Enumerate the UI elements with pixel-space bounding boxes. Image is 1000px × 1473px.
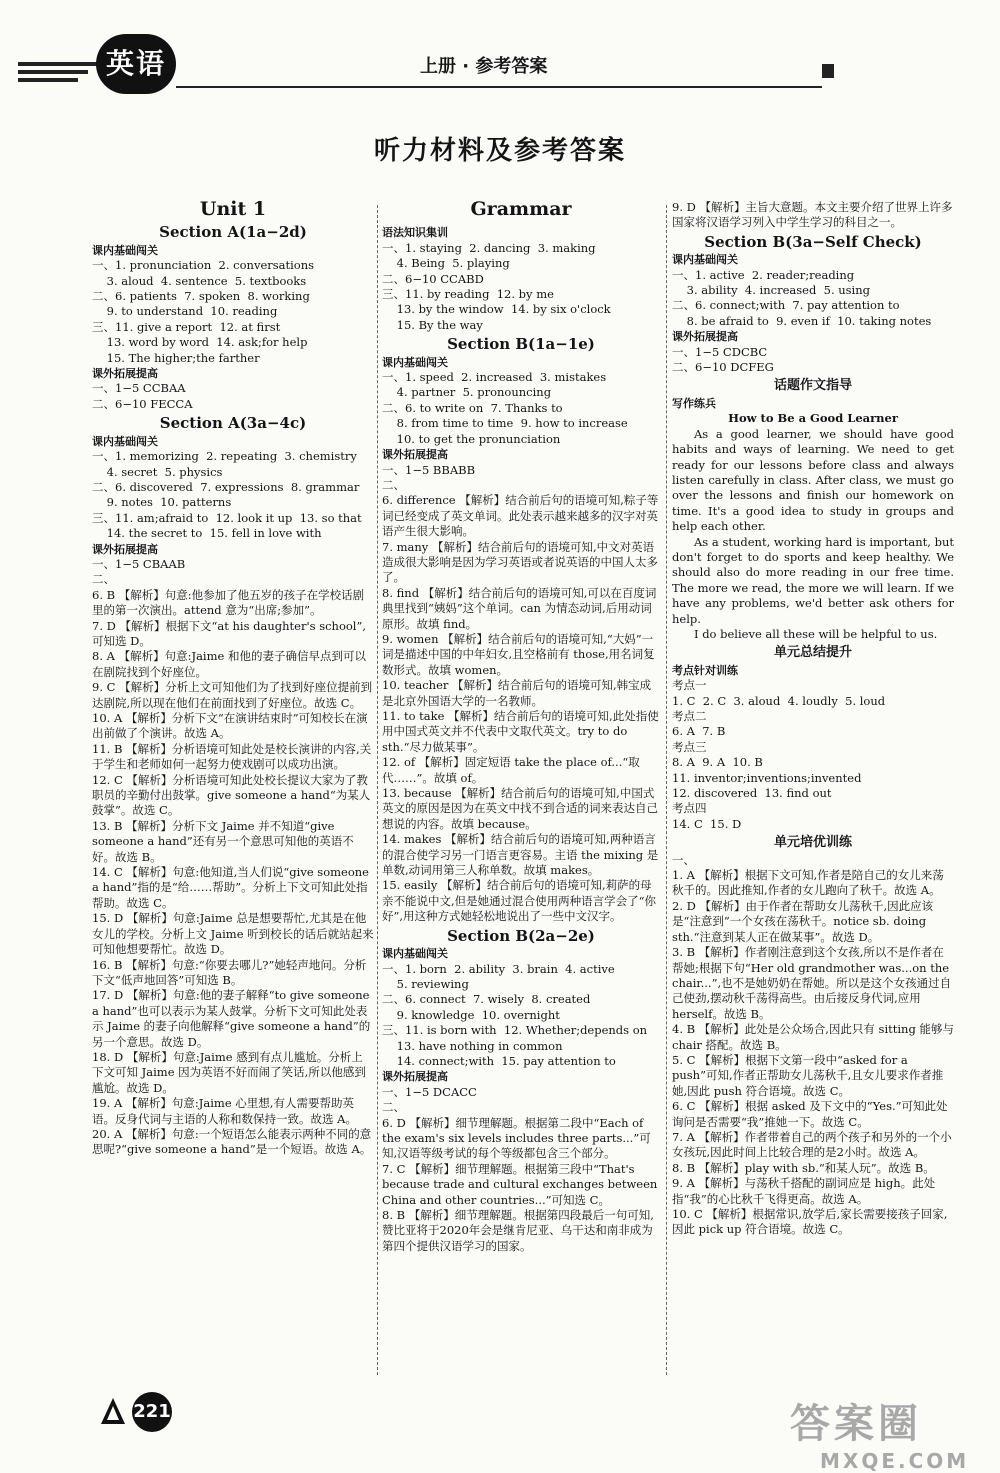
answer-line: 10. teacher 【解析】结合前后句的语境可知,韩宝成是北京外国语大学的一名教师。: [382, 678, 652, 708]
watermark-url: MXQE.COM: [820, 1449, 970, 1473]
answer-line: 15. By the way: [382, 317, 483, 332]
unit-heading: Grammar: [470, 198, 572, 220]
topic-heading: 单元总结提升: [773, 645, 852, 661]
exercise-label: 课内基础闯关: [382, 355, 448, 369]
answer-line: 13. by the window 14. by six o'clock: [382, 302, 611, 317]
exercise-label: 语法知识集训: [382, 226, 448, 240]
answer-line: 1. A 【解析】根据下文可知,作者是陪自己的女儿来荡秋千的。因此推知,作者的女儿跑向了秋千。故选 A。: [672, 868, 944, 898]
section-heading: Section B(3a−Self Check): [704, 232, 922, 251]
answer-line: 15. The higher;the farther: [92, 350, 260, 365]
exercise-label: 课外拓展提高: [672, 330, 738, 344]
answer-line: 20. A 【解析】句意:一个短语怎么能表示两种不同的意思呢?“give someone a hand”是一个短语。故选 A。: [92, 1126, 372, 1157]
essay-title: How to Be a Good Learner: [728, 411, 898, 426]
answer-line: 7. many 【解析】结合前后句的语境可知,中文对英语造成很大影响是因为学习英语或者说英语的中国人太多了。: [382, 539, 658, 585]
answer-line: 二、6. patients 7. spoken 8. working: [92, 289, 310, 304]
answer-line: 二、6. connect;with 7. pay attention to: [672, 298, 900, 313]
page-number: 221: [132, 1392, 172, 1432]
answer-line: 8. B 【解析】play with sb.“和某人玩”。故选 B。: [672, 1160, 935, 1175]
answer-line: 14. makes 【解析】结合前后句的语境可知,两种语言的混合使学习另一门语言更容易。主语 the mixing 是单数,动词用第三人称单数。故填 makes。: [382, 832, 659, 878]
answer-line: 4. partner 5. pronouncing: [382, 385, 552, 400]
answer-line: 3. ability 4. increased 5. using: [672, 283, 871, 298]
page-title: 听力材料及参考答案: [373, 136, 626, 166]
answer-line: 8. from time to time 9. how to increase: [382, 416, 628, 431]
answer-line: 8. A 【解析】句意:Jaime 和他的妻子确信早点到可以在剧院找到个好座位。: [92, 649, 366, 679]
section-heading: Section A(3a−4c): [159, 414, 307, 433]
answer-line: 14. C 15. D: [672, 816, 742, 831]
answer-line: 9. notes 10. patterns: [92, 495, 232, 510]
answer-line: 一、1−5 CDCBC: [672, 344, 768, 359]
answer-line: 14. connect;with 15. pay attention to: [382, 1053, 616, 1068]
answer-line: 5. C 【解析】根据下文第一段中“asked for a push”可知,作者正帮助女儿荡秋千,且女儿要求作者推她,因此 push 符合语境。故选 C。: [672, 1052, 944, 1098]
answer-line: 三、11. am;afraid to 12. look it up 13. so that: [92, 510, 362, 525]
answer-line: 一、1−5 BBABB: [382, 462, 476, 477]
answer-line: 一、1−5 CBAAB: [92, 556, 186, 571]
answer-line: 一、1. speed 2. increased 3. mistakes: [382, 370, 607, 385]
exercise-label: 课内基础闯关: [92, 434, 158, 448]
topic-heading: 话题作文指导: [773, 378, 852, 394]
answer-line: 9. D 【解析】主旨大意题。本文主要介绍了世界上许多国家将汉语学习列入中学生学习的科目之一。: [672, 200, 953, 230]
answer-line: 15. D 【解析】句意:Jaime 总是想要帮忙,尤其是在他女儿的学校。分析上文 Jaime 听到校长的话后就站起来可知他想要帮忙。故选 D。: [92, 911, 374, 957]
answer-line: 13. word by word 14. ask;for help: [92, 335, 308, 350]
answer-line: 7. D 【解析】根据下文“at his daughter's school”,可知选 D。: [92, 618, 366, 648]
answer-line: 6. C 【解析】根据 asked 及下文中的“Yes.”可知此处询问是否需要“我”推她一下。故选 C。: [672, 1099, 948, 1129]
subject-logo: 英语: [96, 34, 176, 94]
column-divider-1: [377, 205, 378, 1375]
answer-line: 14. C 【解析】句意:他知道,当人们说“give someone a hand”指的是“给……帮助”。分析上下文可知此处指帮助。故选 C。: [92, 865, 373, 910]
answer-column-3: [672, 200, 958, 1238]
topic-heading: 单元培优训练: [773, 835, 852, 851]
answer-line: 三、11. is born with 12. Whether;depends on: [382, 1023, 648, 1038]
answer-line: 9. A 【解析】与荡秋千搭配的副词应是 high。此处指“我”的心比秋千飞得更高。故选 A。: [672, 1176, 936, 1206]
answer-line: 10. to get the pronunciation: [382, 431, 561, 446]
answer-line: 二、6−10 DCFEG: [672, 360, 774, 375]
answer-line: 4. B 【解析】此处是公众场合,因此只有 sitting 能够与 chair 搭配。故选 B。: [672, 1022, 958, 1052]
header-decoration-bars: [18, 62, 98, 86]
answer-line: 12. discovered 13. find out: [672, 786, 832, 801]
answer-line: 2. D 【解析】由于作者在帮助女儿荡秋千,因此应该是“注意到”一个女孩在荡秋千。notice sb. doing sth.“注意到某人正在做某事”。故选 D。: [672, 898, 934, 944]
answer-line: 3. B 【解析】作者刚注意到这个女孩,所以不是作者在帮她;根据下句“Her old grandmother was...on the chair...”,也不是她奶奶在帮她。所以是这个女孩通过自己使劲,摆动秋千荡得高些。由后接反身代词,应用 herself。故选 B。: [672, 945, 953, 1021]
header-rule: [176, 86, 822, 88]
unit-heading: Unit 1: [199, 198, 267, 220]
answer-line: 考点四: [672, 801, 707, 816]
answer-line: 4. Being 5. playing: [382, 256, 510, 271]
answer-line: 考点二: [672, 709, 707, 723]
answer-line: 8. B 【解析】细节理解题。根据第四段最后一句可知,赞比亚将于2020年会是继肯尼亚、乌干达和南非成为第四个提供汉语学习的国家。: [382, 1208, 654, 1253]
answer-line: 18. D 【解析】句意:Jaime 感到有点儿尴尬。分析上下文可知 Jaime 因为英语不好而闹了笑话,所以他感到尴尬。故选 D。: [92, 1049, 366, 1095]
answer-line: 一、1. pronunciation 2. conversations: [92, 258, 315, 273]
answer-line: 二、: [92, 572, 115, 587]
answer-line: 13. have nothing in common: [382, 1038, 563, 1053]
exercise-label: 课内基础闯关: [672, 253, 738, 267]
answer-line: 19. A 【解析】句意:Jaime 心里想,有人需要帮助英语。反身代词与主语的人称和数保持一致。故选 A。: [92, 1096, 357, 1126]
answer-column-2: [382, 200, 660, 1254]
exercise-label: 课外拓展提高: [382, 448, 448, 462]
answer-line: 17. D 【解析】句意:他的妻子解释“to give someone a hand”也可以表示为某人鼓掌。分析下文可知此处表示 Jaime 的妻子向他解释“give someone a hand”的另一个意思。故选 D。: [92, 988, 374, 1049]
answer-line: 9. knowledge 10. overnight: [382, 1007, 560, 1022]
answer-line: 二、6−10 CCABD: [382, 271, 484, 286]
answer-line: 二、: [382, 477, 405, 492]
answer-line: 7. C 【解析】细节理解题。根据第三段中“That's because trade and cultural exchanges between China and other countries...”可知选 C。: [382, 1161, 661, 1207]
answer-line: 二、6−10 FECCA: [92, 396, 193, 411]
exercise-label: 课外拓展提高: [382, 1070, 448, 1084]
essay-paragraph: As a student, working hard is important, but don't forget to do sports and keep healthy. We should also do more reading in our free time. The more we read, the more we will learn. If we have any problems, we'd better ask others for help.: [672, 534, 954, 626]
watermark-logo-text: 答案圈: [790, 1401, 922, 1447]
section-heading: Section A(1a−2d): [159, 223, 307, 242]
answer-line: 6. A 7. B: [672, 724, 726, 739]
answer-line: 14. the secret to 15. fell in love with: [92, 526, 322, 541]
answer-line: 10. C 【解析】根据常识,放学后,家长需要接孩子回家,因此 pick up 符合语境。故选 C。: [672, 1207, 948, 1237]
answer-line: 8. find 【解析】结合前后句的语境可知,可以在百度词典里找到“姨妈”这个单词。can 为情态动词,后用动词原形。故填 find。: [382, 585, 657, 631]
header-square-mark: [822, 64, 834, 78]
answer-line: 二、6. to write on 7. Thanks to: [382, 400, 563, 415]
answer-line: 16. B 【解析】句意:“你要去哪儿?”她轻声地问。分析下文“低声地回答”可知选 B。: [92, 957, 367, 987]
answer-line: 15. easily 【解析】结合前后句的语境可知,莉萨的母亲不能说中文,但是她通过混合使用两种语言学会了“你好”,用这种方式她轻松地说出了一些中文汉字。: [382, 878, 657, 924]
exercise-label: 课外拓展提高: [92, 367, 158, 381]
answer-line: 二、6. connect 7. wisely 8. created: [382, 992, 591, 1007]
answer-line: 6. B 【解析】句意:他参加了他五岁的孩子在学校话剧里的第一次演出。attend 意为“出席;参加”。: [92, 587, 365, 618]
answer-column-1: [92, 200, 374, 1158]
answer-line: 11. inventor;inventions;invented: [672, 770, 862, 785]
answer-line: 13. because 【解析】结合前后句的语境可知,中国式英文的原因是因为在英文中找不到合适的词来表达自己想说的内容。故填 because。: [382, 786, 658, 831]
answer-line: 8. A 9. A 10. B: [672, 755, 763, 770]
exercise-label: 写作练兵: [672, 396, 716, 410]
answer-line: 8. be afraid to 9. even if 10. taking notes: [672, 313, 932, 328]
answer-line: 6. D 【解析】细节理解题。根据第二段中“Each of the exam's six levels includes three parts...”可知,汉语等级考试的每个等级都包含三个部分。: [382, 1115, 651, 1161]
column-divider-2: [666, 205, 667, 1375]
answer-line: 9. women 【解析】结合前后句的语境可知,“大妈”一词是描述中国的中年妇女,且空格前有 those,用名词复数形式。故填 women。: [382, 631, 655, 677]
answer-line: 11. to take 【解析】结合前后句的语境可知,此处指使用中国式英文并不代表中文取代英文。try to do sth.“尽力做某事”。: [382, 709, 659, 754]
answer-line: 一、1−5 CCBAA: [92, 381, 186, 396]
answer-line: 5. reviewing: [382, 976, 469, 991]
answer-line: 7. A 【解析】作者带着自己的两个孩子和另外的一个小女孩玩,因此时间上比较合理的是2小时。故选 A。: [672, 1129, 952, 1160]
exercise-label: 课内基础闯关: [382, 947, 448, 961]
watermark: [790, 1392, 969, 1473]
answer-line: 6. difference 【解析】结合前后句的语境可知,粽子等词已经变成了英文单词。此处表示越来越多的汉字对英语产生很大影响。: [382, 493, 659, 539]
answer-line: 二、6. discovered 7. expressions 8. grammar: [92, 479, 360, 494]
header-title: 上册 · 参考答案: [420, 56, 548, 77]
exercise-label: 课外拓展提高: [92, 542, 158, 556]
exercise-label: 课内基础闯关: [92, 243, 158, 257]
answer-line: 9. C 【解析】分析上文可知他们为了找到好座位提前到达剧院,所以现在他们在前面找到了好座位。故选 C。: [92, 680, 373, 710]
exercise-label: 考点针对训练: [672, 663, 738, 677]
essay-paragraph: As a good learner, we should have good habits and ways of learning. We need to get ready for our lessons before class and always listen carefully in class. After class, we must go over the lessons and finish our homework on time. It's a good idea to study in groups and help each other.: [672, 426, 954, 534]
page-header: [0, 28, 1000, 98]
answer-line: 一、: [672, 852, 695, 867]
section-heading: Section B(2a−2e): [447, 926, 595, 945]
answer-line: 1. C 2. C 3. aloud 4. loudly 5. loud: [672, 693, 886, 708]
answer-line: 13. B 【解析】分析下文 Jaime 并不知道“give someone a hand”还有另一个意思可知他的英语不好。故选 B。: [92, 818, 354, 864]
answer-line: 10. A 【解析】分析下文“在演讲结束时”可知校长在演出前做了个演讲。故选 A。: [92, 711, 368, 741]
answer-line: 9. to understand 10. reading: [92, 304, 278, 319]
answer-line: 一、1. born 2. ability 3. brain 4. active: [382, 961, 615, 976]
answer-line: 考点一: [672, 678, 707, 693]
publisher-mountain-icon: [100, 1396, 126, 1426]
answer-line: 三、11. by reading 12. by me: [382, 287, 554, 302]
answer-line: 考点三: [672, 739, 707, 754]
answer-line: 一、1. staying 2. dancing 3. making: [382, 240, 596, 255]
answer-line: 一、1. memorizing 2. repeating 3. chemistry: [92, 449, 357, 464]
answer-line: 一、1. active 2. reader;reading: [672, 267, 855, 282]
answer-line: 3. aloud 4. sentence 5. textbooks: [92, 273, 307, 288]
answer-line: 12. C 【解析】分析语境可知此处校长提议大家为了教职员的辛勤付出鼓掌。give someone a hand“为某人鼓掌”。故选 C。: [92, 772, 371, 818]
answer-line: 三、11. give a report 12. at first: [92, 319, 281, 334]
answer-line: 二、: [382, 1100, 405, 1115]
answer-line: 4. secret 5. physics: [92, 464, 223, 479]
essay-paragraph: I do believe all these will be helpful to us.: [694, 626, 938, 641]
answer-line: 一、1−5 DCACC: [382, 1084, 477, 1099]
answer-line: 12. of 【解析】固定短语 take the place of...“取代……”。故填 of。: [382, 755, 640, 785]
section-heading: Section B(1a−1e): [447, 335, 595, 354]
answer-line: 11. B 【解析】分析语境可知此处是校长演讲的内容,关于学生和老师如何一起努力使戏剧可以成功出演。: [92, 741, 372, 772]
